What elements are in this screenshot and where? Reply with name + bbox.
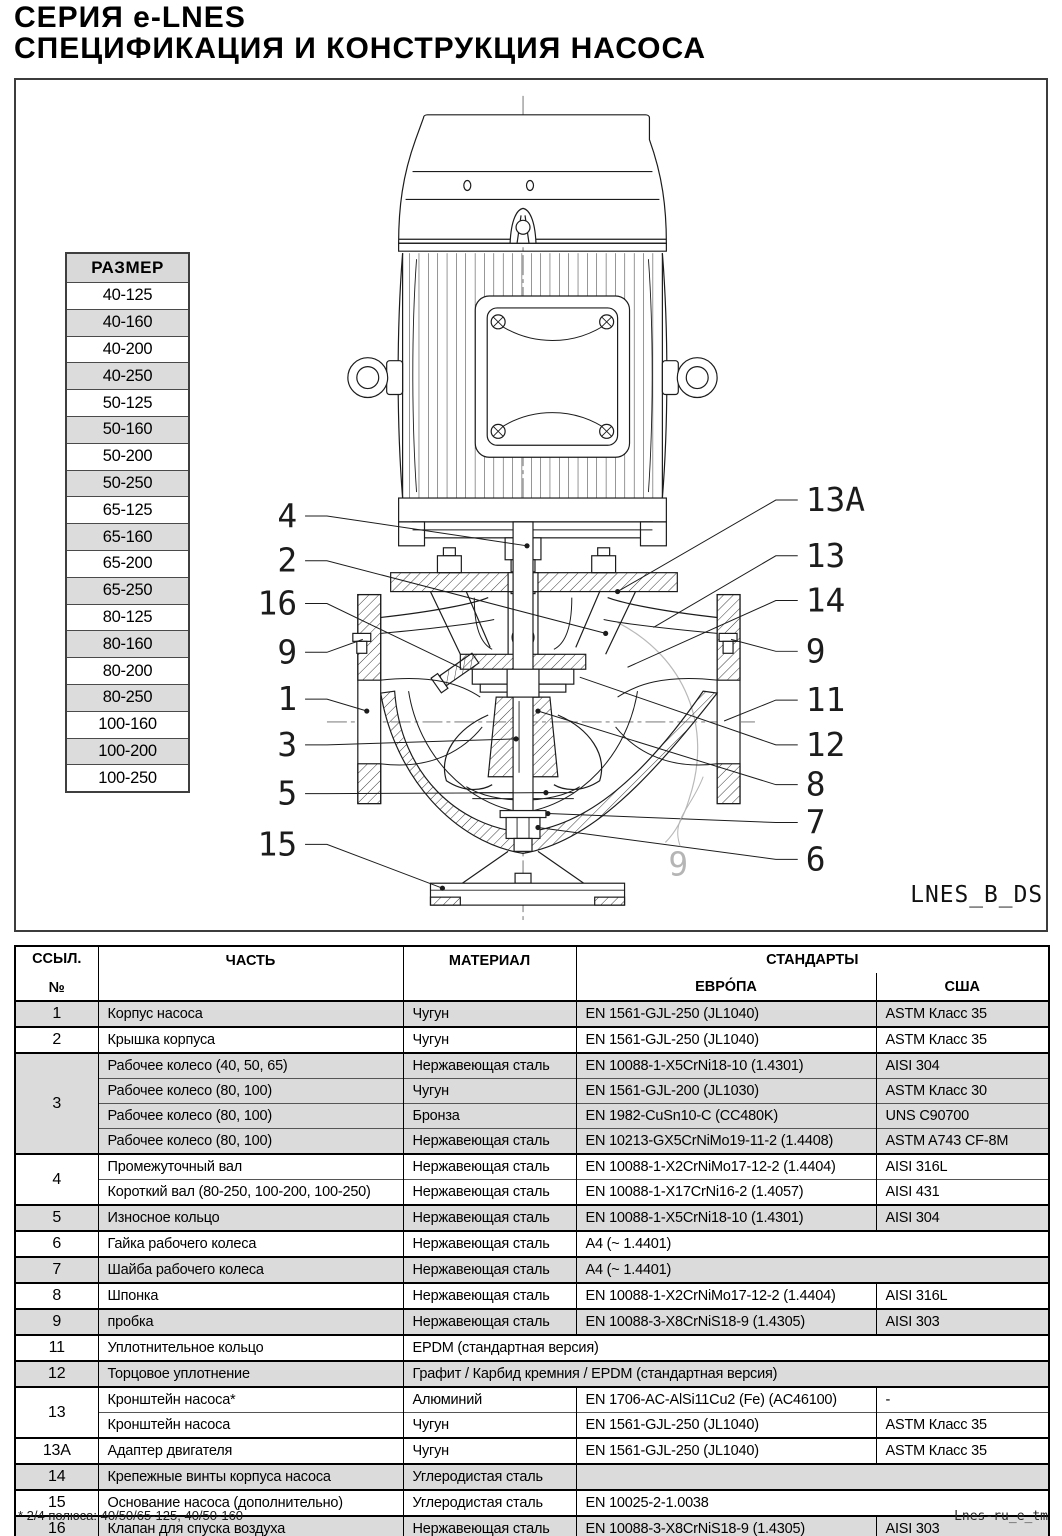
part-cell: Износное кольцо xyxy=(98,1205,403,1231)
usa-cell: AISI 304 xyxy=(876,1205,1049,1231)
material-cell: EPDM (стандартная версия) xyxy=(403,1335,1049,1361)
usa-cell: ASTM Класс 35 xyxy=(876,1001,1049,1027)
size-row xyxy=(66,684,189,711)
callout-label: 1 xyxy=(277,680,298,719)
spec-row xyxy=(15,1231,1049,1257)
material-cell: Чугун xyxy=(403,1438,576,1464)
part-cell: Промежуточный вал xyxy=(98,1154,403,1180)
ref-cell: 6 xyxy=(15,1231,98,1257)
callout-label: 9 xyxy=(805,632,826,671)
header-ref-line2: № xyxy=(48,980,65,996)
size-value: 65-200 xyxy=(66,550,189,577)
callout-label: 9 xyxy=(277,633,298,672)
leader-line xyxy=(731,639,798,651)
part-cell: Основание насоса (дополнительно) xyxy=(98,1490,403,1516)
europe-cell: A4 (~ 1.4401) xyxy=(576,1231,1049,1257)
callout-label: 15 xyxy=(257,825,298,864)
usa-cell: AISI 303 xyxy=(876,1516,1049,1536)
size-row xyxy=(66,550,189,577)
drawing-caption: LNES_B_DS xyxy=(910,882,1044,909)
size-value: 80-250 xyxy=(66,684,189,711)
title-line-2: СПЕЦИФИКАЦИЯ И КОНСТРУКЦИЯ НАСОСА xyxy=(14,32,707,65)
callout-label: 6 xyxy=(805,840,826,879)
material-cell: Углеродистая сталь xyxy=(403,1464,576,1490)
callout-label: 8 xyxy=(805,765,826,804)
usa-cell: ASTM A743 CF-8M xyxy=(876,1129,1049,1155)
europe-cell: EN 10088-1-X5CrNi18-10 (1.4301) xyxy=(576,1205,876,1231)
europe-cell: EN 10088-1-X2CrNiMo17-12-2 (1.4404) xyxy=(576,1283,876,1309)
size-row xyxy=(66,631,189,658)
leader-line xyxy=(305,844,442,888)
header-ref-line1: ССЫЛ. xyxy=(32,951,82,967)
material-cell: Бронза xyxy=(403,1104,576,1129)
size-value: 65-160 xyxy=(66,524,189,551)
material-cell: Нержавеющая сталь xyxy=(403,1516,576,1536)
callout-label: 13 xyxy=(805,536,846,575)
ref-cell: 9 xyxy=(15,1309,98,1335)
usa-cell: AISI 316L xyxy=(876,1283,1049,1309)
material-cell: Нержавеющая сталь xyxy=(403,1309,576,1335)
material-cell: Чугун xyxy=(403,1079,576,1104)
size-row xyxy=(66,497,189,524)
europe-cell: EN 1561-GJL-250 (JL1040) xyxy=(576,1438,876,1464)
ref-cell: 12 xyxy=(15,1361,98,1387)
spec-row xyxy=(15,1027,1049,1053)
part-cell: Торцовое уплотнение xyxy=(98,1361,403,1387)
spec-row xyxy=(15,1361,1049,1387)
part-cell: Адаптер двигателя xyxy=(98,1438,403,1464)
europe-cell: EN 1706-AC-AlSi11Cu2 (Fe) (AC46100) xyxy=(576,1387,876,1413)
leader-dot xyxy=(545,811,550,816)
ref-cell: 5 xyxy=(15,1205,98,1231)
size-row xyxy=(66,416,189,443)
callout-label: 11 xyxy=(805,681,846,720)
usa-cell: ASTM Класс 35 xyxy=(876,1438,1049,1464)
callout-label: 13A xyxy=(805,481,866,520)
ref-cell: 8 xyxy=(15,1283,98,1309)
size-value: 80-160 xyxy=(66,631,189,658)
usa-cell: ASTM Класс 35 xyxy=(876,1027,1049,1053)
drawing-frame xyxy=(14,78,1048,932)
ref-cell: 16 xyxy=(15,1516,98,1536)
usa-cell: AISI 303 xyxy=(876,1309,1049,1335)
material-cell: Нержавеющая сталь xyxy=(403,1257,576,1283)
usa-cell: ASTM Класс 30 xyxy=(876,1079,1049,1104)
spec-row xyxy=(15,1283,1049,1309)
usa-cell: ASTM Класс 35 xyxy=(876,1413,1049,1439)
material-cell: Алюминий xyxy=(403,1387,576,1413)
ref-cell: 2 xyxy=(15,1027,98,1053)
size-value: 50-160 xyxy=(66,416,189,443)
size-row xyxy=(66,738,189,765)
usa-cell: - xyxy=(876,1387,1049,1413)
part-cell: Кронштейн насоса* xyxy=(98,1387,403,1413)
ref-cell: 14 xyxy=(15,1464,98,1490)
spec-row xyxy=(15,1413,1049,1439)
ref-cell: 7 xyxy=(15,1257,98,1283)
material-cell: Углеродистая сталь xyxy=(403,1490,576,1516)
spec-table xyxy=(14,945,1048,1536)
part-cell: пробка xyxy=(98,1309,403,1335)
usa-cell: AISI 431 xyxy=(876,1180,1049,1206)
leader-dot xyxy=(524,543,529,548)
europe-cell: EN 1982-CuSn10-C (CC480K) xyxy=(576,1104,876,1129)
material-cell: Нержавеющая сталь xyxy=(403,1231,576,1257)
size-value: 80-125 xyxy=(66,604,189,631)
part-cell: Клапан для спуска воздуха xyxy=(98,1516,403,1536)
leader-line xyxy=(628,601,798,668)
page-title xyxy=(14,2,706,64)
size-row xyxy=(66,604,189,631)
size-table xyxy=(65,252,190,793)
spec-row xyxy=(15,1079,1049,1104)
material-cell: Нержавеющая сталь xyxy=(403,1129,576,1155)
size-table-header: РАЗМЕР xyxy=(66,253,189,283)
header-europe: ЕВРО́ПА xyxy=(695,978,757,995)
ref-cell: 13 xyxy=(15,1387,98,1438)
size-value: 100-250 xyxy=(66,765,189,792)
title-line-1: СЕРИЯ e-LNES xyxy=(14,1,246,34)
header-part: ЧАСТЬ xyxy=(98,946,403,1001)
size-value: 65-250 xyxy=(66,577,189,604)
leader-dot xyxy=(513,736,518,741)
europe-cell: EN 10088-1-X17CrNi16-2 (1.4057) xyxy=(576,1180,876,1206)
size-row xyxy=(66,470,189,497)
part-cell: Гайка рабочего колеса xyxy=(98,1231,403,1257)
size-row xyxy=(66,524,189,551)
spec-row xyxy=(15,1205,1049,1231)
header-usa: США xyxy=(876,973,1049,1000)
size-row xyxy=(66,390,189,417)
usa-cell: UNS C90700 xyxy=(876,1104,1049,1129)
material-cell: Нержавеющая сталь xyxy=(403,1154,576,1180)
spec-row xyxy=(15,1387,1049,1413)
size-row xyxy=(66,309,189,336)
leader-line xyxy=(305,793,546,794)
ref-cell: 4 xyxy=(15,1154,98,1205)
part-cell: Уплотнительное кольцо xyxy=(98,1335,403,1361)
footnote: * 2/4 полюса: 40/50/65-125, 40/50-160 xyxy=(18,1508,244,1523)
size-value: 50-125 xyxy=(66,390,189,417)
material-cell: Чугун xyxy=(403,1001,576,1027)
europe-cell: A4 (~ 1.4401) xyxy=(576,1257,1049,1283)
leader-line xyxy=(305,739,516,745)
leader-dot xyxy=(615,589,620,594)
leader-line xyxy=(305,604,461,669)
spec-row xyxy=(15,1257,1049,1283)
spec-row xyxy=(15,1053,1049,1079)
size-value: 65-125 xyxy=(66,497,189,524)
part-cell: Кронштейн насоса xyxy=(98,1413,403,1439)
material-cell: Нержавеющая сталь xyxy=(403,1053,576,1079)
part-cell: Рабочее колесо (80, 100) xyxy=(98,1079,403,1104)
size-value: 50-250 xyxy=(66,470,189,497)
europe-cell: EN 10213-GX5CrNiMo19-11-2 (1.4408) xyxy=(576,1129,876,1155)
spec-row xyxy=(15,1129,1049,1155)
europe-cell: EN 1561-GJL-250 (JL1040) xyxy=(576,1413,876,1439)
size-value: 40-160 xyxy=(66,309,189,336)
part-cell: Рабочее колесо (80, 100) xyxy=(98,1104,403,1129)
spec-row xyxy=(15,1154,1049,1180)
leader-dot xyxy=(364,708,369,713)
size-value: 40-250 xyxy=(66,363,189,390)
size-value: 100-200 xyxy=(66,738,189,765)
callout-label: 2 xyxy=(277,541,298,580)
leader-line xyxy=(678,777,704,847)
size-value: 100-160 xyxy=(66,711,189,738)
material-cell: Нержавеющая сталь xyxy=(403,1283,576,1309)
part-cell: Рабочее колесо (40, 50, 65) xyxy=(98,1053,403,1079)
size-value: 50-200 xyxy=(66,443,189,470)
size-row xyxy=(66,363,189,390)
callout-label: 5 xyxy=(277,774,298,813)
callout-label: 12 xyxy=(805,725,846,764)
size-row xyxy=(66,658,189,685)
callout-label: 16 xyxy=(257,584,298,623)
europe-cell: EN 10088-1-X5CrNi18-10 (1.4301) xyxy=(576,1053,876,1079)
doc-code: Lnes-ru_e_tm xyxy=(954,1509,1048,1524)
header-standards: СТАНДАРТЫ ЕВРО́ПА США xyxy=(576,946,1049,1001)
ref-cell: 1 xyxy=(15,1001,98,1027)
header-ref xyxy=(15,946,98,1001)
leader-dot xyxy=(440,886,445,891)
callout-label: 4 xyxy=(277,496,298,535)
part-cell: Рабочее колесо (80, 100) xyxy=(98,1129,403,1155)
part-cell: Шайба рабочего колеса xyxy=(98,1257,403,1283)
part-cell: Крышка корпуса xyxy=(98,1027,403,1053)
material-cell: Графит / Карбид кремния / EPDM (стандартная версия) xyxy=(403,1361,1049,1387)
europe-cell: EN 1561-GJL-250 (JL1040) xyxy=(576,1027,876,1053)
size-row xyxy=(66,765,189,792)
size-row xyxy=(66,577,189,604)
spec-row xyxy=(15,1104,1049,1129)
spec-row xyxy=(15,1464,1049,1490)
material-cell: Чугун xyxy=(403,1413,576,1439)
ref-cell: 11 xyxy=(15,1335,98,1361)
europe-cell: EN 10088-3-X8CrNiS18-9 (1.4305) xyxy=(576,1516,876,1536)
leader-dot xyxy=(535,708,540,713)
europe-cell: EN 10088-3-X8CrNiS18-9 (1.4305) xyxy=(576,1309,876,1335)
callout-label: 9 xyxy=(668,845,689,884)
ref-cell: 3 xyxy=(15,1053,98,1154)
callout-label: 3 xyxy=(277,725,298,764)
europe-cell: EN 1561-GJL-250 (JL1040) xyxy=(576,1001,876,1027)
ref-cell: 13A xyxy=(15,1438,98,1464)
europe-cell: EN 1561-GJL-200 (JL1030) xyxy=(576,1079,876,1104)
callout-label: 7 xyxy=(805,803,826,842)
material-cell: Нержавеющая сталь xyxy=(403,1205,576,1231)
header-material: МАТЕРИАЛ xyxy=(403,946,576,1001)
material-cell: Нержавеющая сталь xyxy=(403,1180,576,1206)
part-cell: Короткий вал (80-250, 100-200, 100-250) xyxy=(98,1180,403,1206)
size-value: 80-200 xyxy=(66,658,189,685)
size-row xyxy=(66,711,189,738)
spec-row xyxy=(15,1001,1049,1027)
spec-row xyxy=(15,1438,1049,1464)
part-cell: Корпус насоса xyxy=(98,1001,403,1027)
ref-cell: 15 xyxy=(15,1490,98,1516)
size-value: 40-200 xyxy=(66,336,189,363)
leader-dot xyxy=(535,825,540,830)
material-cell: Чугун xyxy=(403,1027,576,1053)
size-value: 40-125 xyxy=(66,283,189,310)
callout-label: 14 xyxy=(805,581,846,620)
europe-cell xyxy=(576,1464,1049,1490)
size-row xyxy=(66,336,189,363)
size-row xyxy=(66,283,189,310)
spec-row xyxy=(15,1180,1049,1206)
europe-cell: EN 10025-2-1.0038 xyxy=(576,1490,1049,1516)
europe-cell: EN 10088-1-X2CrNiMo17-12-2 (1.4404) xyxy=(576,1154,876,1180)
usa-cell: AISI 316L xyxy=(876,1154,1049,1180)
size-row xyxy=(66,443,189,470)
part-cell: Крепежные винты корпуса насоса xyxy=(98,1464,403,1490)
part-cell: Шпонка xyxy=(98,1283,403,1309)
leader-dot xyxy=(603,631,608,636)
usa-cell: AISI 304 xyxy=(876,1053,1049,1079)
spec-row xyxy=(15,1309,1049,1335)
spec-row xyxy=(15,1335,1049,1361)
leader-dot xyxy=(543,790,548,795)
